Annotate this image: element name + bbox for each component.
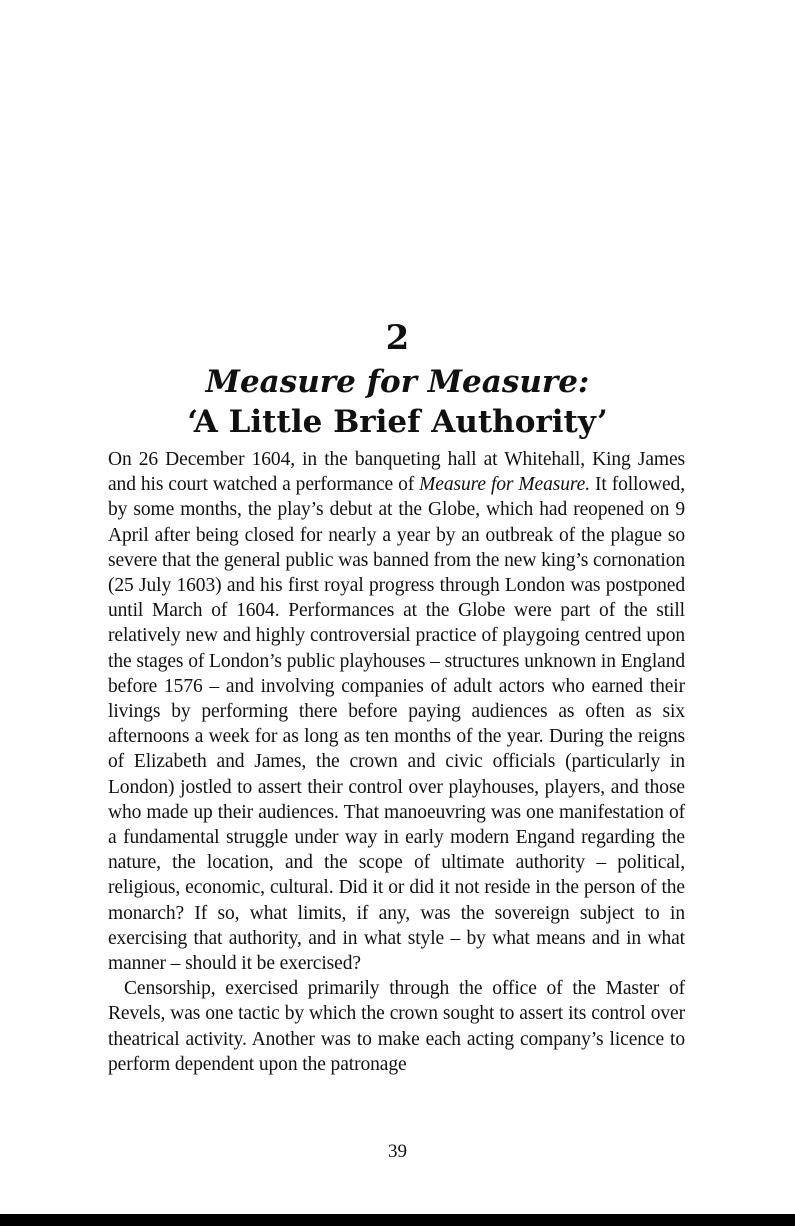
paragraph-1 — [108, 447, 685, 976]
paragraph-2: Censorship, exercised primarily through the office of the Master of Revels, was one tactic by which the crown sought to assert its control over theatrical activity. Another was to make each acting company’s licence to perform dependent upon the patronage — [108, 978, 685, 1075]
chapter-title-subtitle: ‘A Little Brief Authority’ — [187, 404, 608, 440]
paragraph-1-part-1: On 26 December 1604, in the banqueting hall at Whitehall, King James and his court watched a performance of — [108, 449, 685, 496]
paragraph-1-part-2: It followed, by some months, the play’s debut at the Globe, which had reopened on 9 April after being closed for nearly a year by an outbreak of the plague so severe that the general public was banned from the new king’s cornonation (25 July 1603) and his first royal progress through London was postponed until March of 1604. Performances at the Globe were part of the still relatively new and highly controversial practice of playgoing centred upon the stages of London’s public playhouses – structures unknown in England before 1576 – and involving companies of adult actors who earned their livings by performing there before paying audiences as often as six afternoons a week for as long as ten months of the year. During the reigns of Elizabeth and James, the crown and civic officials (particularly in London) jostled to assert their control over playhouses, players, and those who made up their audiences. That manoeuvring was one manifestation of a fundamental struggle under way in early modern Engand regarding the nature, the location, and the scope of ultimate authority – political, religious, economic, cultural. Did it or did it not reside in the person of the monarch? If so, what limits, if any, was the sovereign subject to in exercising that authority, and in what style – by what means and in what manner – should it be exercised? — [108, 474, 685, 975]
play-title-italic: Measure for Measure. — [419, 474, 590, 496]
chapter-title-play-name: Measure for Measure: — [205, 364, 590, 400]
chapter-title — [0, 362, 795, 442]
page-number: 39 — [388, 1141, 407, 1162]
bottom-edge-bar — [0, 1214, 795, 1226]
chapter-number: 2 — [385, 318, 410, 358]
body-text — [108, 447, 685, 1077]
